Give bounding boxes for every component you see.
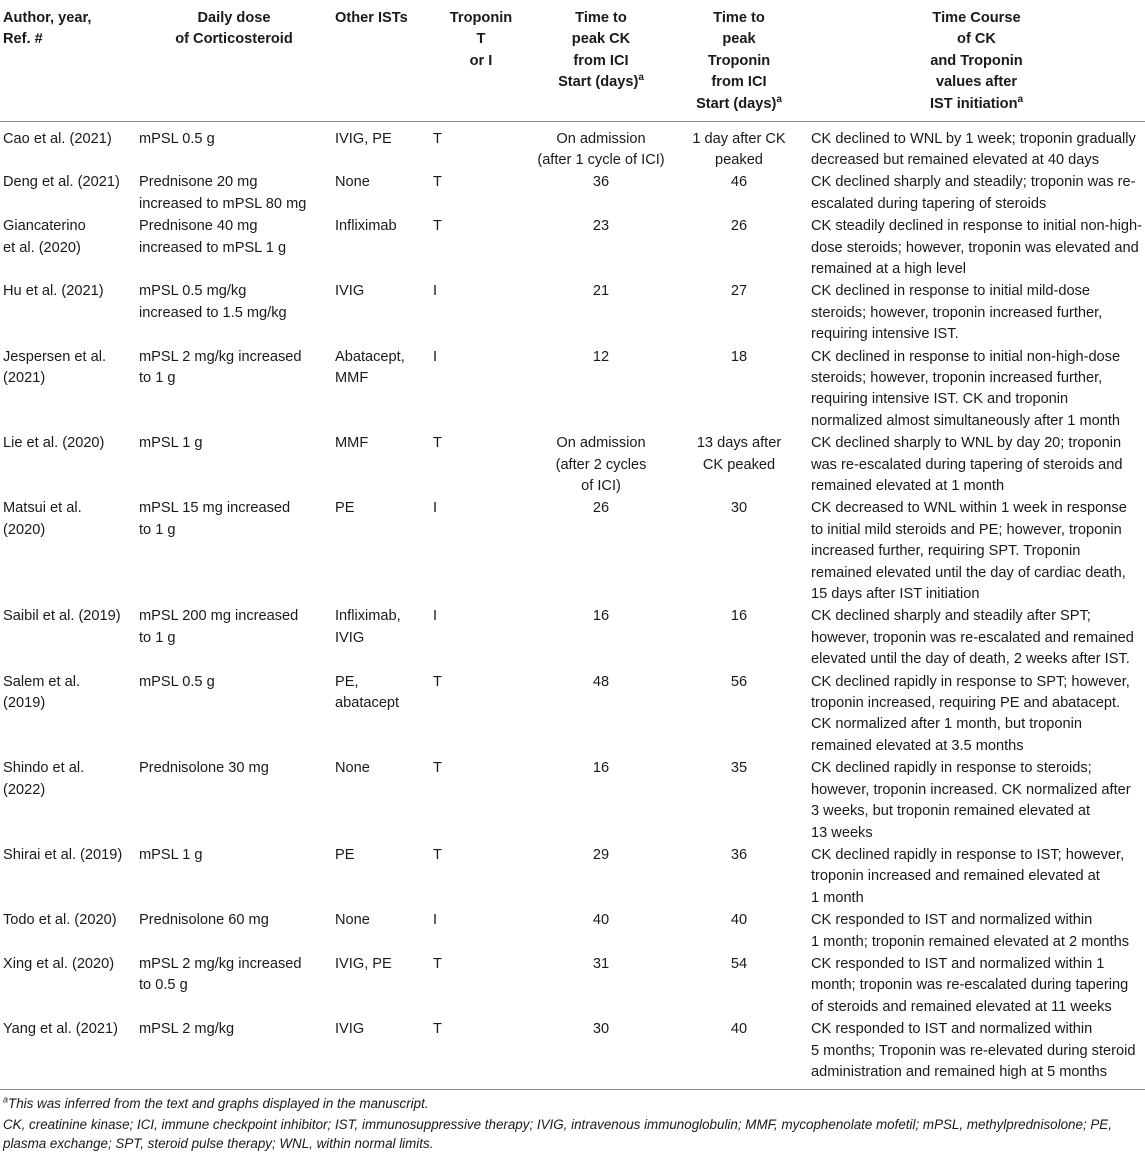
table-row bbox=[0, 121, 1145, 171]
cell-dose bbox=[136, 171, 332, 215]
table-row bbox=[0, 171, 1145, 215]
cell-text: T bbox=[433, 760, 442, 777]
cell-text: I bbox=[433, 500, 438, 517]
cell-text: Lie et al. (2020) bbox=[3, 435, 105, 452]
cell-author bbox=[0, 432, 136, 497]
cell-text: T bbox=[433, 218, 442, 235]
table-row bbox=[0, 432, 1145, 497]
cell-author bbox=[0, 346, 136, 433]
footnote-mark: a bbox=[776, 93, 782, 105]
cell-text: Deng et al. (2021) bbox=[3, 174, 120, 191]
cell-other-ists bbox=[332, 605, 430, 670]
header-dose: Daily dose of Corticosteroid bbox=[136, 0, 332, 121]
cell-peak-troponin bbox=[670, 1018, 808, 1090]
cell-text: mPSL 0.5 g bbox=[139, 130, 215, 147]
cell-text: I bbox=[433, 608, 438, 625]
cell-text: T bbox=[433, 435, 442, 452]
table-row bbox=[0, 280, 1145, 345]
cell-other-ists bbox=[332, 121, 430, 171]
cell-text: mPSL 15 mg increased to 1 g bbox=[139, 500, 291, 538]
cell-text: mPSL 0.5 mg/kg increased to 1.5 mg/kg bbox=[139, 283, 287, 321]
cell-time-course bbox=[808, 215, 1145, 280]
cell-text: CK declined rapidly in response to IST; however, troponin increased and remained elevated at 1 month bbox=[811, 846, 1125, 906]
cell-dose bbox=[136, 953, 332, 1018]
cell-text: 48 bbox=[592, 673, 610, 690]
cell-text: IVIG, PE bbox=[335, 130, 392, 147]
cell-text: 40 bbox=[592, 912, 610, 929]
cell-time-course bbox=[808, 1018, 1145, 1090]
cell-author bbox=[0, 497, 136, 605]
cell-text: None bbox=[335, 760, 370, 777]
cell-text: 21 bbox=[592, 283, 610, 300]
cell-peak-troponin bbox=[670, 215, 808, 280]
cell-time-course bbox=[808, 671, 1145, 758]
cell-time-course bbox=[808, 280, 1145, 345]
cell-text: CK steadily declined in response to initial non-high- dose steroids; however, troponin was elevated and remained at a high level bbox=[811, 218, 1142, 277]
cell-author bbox=[0, 757, 136, 844]
cell-text: mPSL 0.5 g bbox=[139, 673, 215, 690]
cell-text: Matsui et al. (2020) bbox=[3, 500, 82, 538]
cell-text: CK declined in response to initial mild-dose steroids; however, troponin increased further, requiring intensive IST. bbox=[811, 283, 1103, 343]
cell-text: I bbox=[433, 912, 438, 929]
cell-troponin bbox=[430, 671, 532, 758]
footnote-mark: a bbox=[638, 72, 644, 84]
cell-peak-ck bbox=[532, 432, 670, 497]
footnote-mark: a bbox=[1017, 93, 1024, 105]
cell-troponin bbox=[430, 171, 532, 215]
cell-peak-ck bbox=[532, 844, 670, 909]
cell-text: Abatacept, MMF bbox=[335, 348, 405, 386]
cell-text: Giancaterino et al. (2020) bbox=[3, 218, 86, 256]
cell-text: T bbox=[433, 673, 442, 690]
footnote-a bbox=[3, 1094, 1142, 1113]
cell-text: Salem et al. (2019) bbox=[3, 673, 81, 712]
cell-dose bbox=[136, 757, 332, 844]
cell-text: PE bbox=[335, 846, 355, 863]
cell-dose bbox=[136, 121, 332, 171]
cell-text: Xing et al. (2020) bbox=[3, 955, 115, 972]
cell-text: CK responded to IST and normalized within 1 month; troponin was re-escalated during tapering of steroids and remained elevated at 11 weeks bbox=[811, 955, 1129, 1015]
cell-text: T bbox=[433, 174, 442, 191]
cell-text: 35 bbox=[730, 760, 748, 777]
cell-text: 30 bbox=[592, 1021, 610, 1038]
cell-text: Prednisolone 60 mg bbox=[139, 912, 269, 929]
cell-other-ists bbox=[332, 171, 430, 215]
cell-peak-ck bbox=[532, 280, 670, 345]
cell-text: mPSL 2 mg/kg increased to 1 g bbox=[139, 348, 302, 386]
table-row bbox=[0, 605, 1145, 670]
footnote-a-text: This was inferred from the text and graphs displayed in the manuscript. bbox=[8, 1096, 429, 1112]
header-peak-ck: Time to peak CK from ICI Start (days)$^a$ bbox=[532, 0, 670, 121]
cell-peak-ck bbox=[532, 671, 670, 758]
table-row bbox=[0, 1018, 1145, 1090]
cell-text: 46 bbox=[730, 174, 748, 191]
cell-text: 30 bbox=[730, 500, 748, 517]
cell-dose bbox=[136, 909, 332, 953]
cell-other-ists bbox=[332, 844, 430, 909]
cell-text: Shirai et al. (2019) bbox=[3, 846, 123, 863]
cell-text: 26 bbox=[592, 500, 610, 517]
cell-author bbox=[0, 605, 136, 670]
cell-text: On admission (after 2 cycles of ICI) bbox=[555, 435, 647, 494]
cell-time-course bbox=[808, 909, 1145, 953]
cell-time-course bbox=[808, 757, 1145, 844]
cell-time-course bbox=[808, 432, 1145, 497]
cell-text: I bbox=[433, 348, 438, 365]
cell-text: 31 bbox=[592, 955, 610, 972]
table-body bbox=[0, 121, 1145, 1090]
header-other-ists: Other ISTs bbox=[332, 0, 430, 121]
cell-troponin bbox=[430, 121, 532, 171]
cell-author bbox=[0, 171, 136, 215]
cell-author bbox=[0, 1018, 136, 1090]
cell-text: PE bbox=[335, 500, 355, 517]
cell-peak-troponin bbox=[670, 432, 808, 497]
cell-text: 12 bbox=[592, 348, 610, 365]
cell-peak-troponin bbox=[670, 280, 808, 345]
cell-troponin bbox=[430, 346, 532, 433]
cell-text: mPSL 2 mg/kg bbox=[139, 1021, 235, 1038]
cell-other-ists bbox=[332, 757, 430, 844]
cell-text: mPSL 1 g bbox=[139, 846, 203, 863]
cell-other-ists bbox=[332, 953, 430, 1018]
cell-text: PE, abatacept bbox=[335, 673, 400, 712]
cell-text: IVIG bbox=[335, 283, 365, 300]
cell-text: I bbox=[433, 283, 438, 300]
cell-dose bbox=[136, 280, 332, 345]
cell-text: Saibil et al. (2019) bbox=[3, 608, 121, 625]
cell-troponin bbox=[430, 844, 532, 909]
header-peak-troponin: Time to peak Troponin from ICI Start (days)$^a$ bbox=[670, 0, 808, 121]
cell-peak-troponin bbox=[670, 605, 808, 670]
cell-dose bbox=[136, 671, 332, 758]
cell-peak-troponin bbox=[670, 497, 808, 605]
cell-troponin bbox=[430, 757, 532, 844]
cell-text: 13 days after CK peaked bbox=[696, 435, 782, 473]
cell-text: CK declined rapidly in response to SPT; however, troponin increased, requiring PE and abatacept. CK normalized after 1 month, but troponin remained elevated at 3.5 months bbox=[811, 673, 1130, 754]
cell-other-ists bbox=[332, 497, 430, 605]
cell-troponin bbox=[430, 497, 532, 605]
cell-troponin bbox=[430, 605, 532, 670]
footnote-mark: a bbox=[3, 1094, 9, 1105]
cell-troponin bbox=[430, 280, 532, 345]
table-row bbox=[0, 757, 1145, 844]
cell-troponin bbox=[430, 215, 532, 280]
cell-text: 36 bbox=[592, 174, 610, 191]
cell-time-course bbox=[808, 953, 1145, 1018]
cell-other-ists bbox=[332, 909, 430, 953]
table-footnotes bbox=[0, 1090, 1145, 1153]
table-row bbox=[0, 671, 1145, 758]
cell-other-ists bbox=[332, 1018, 430, 1090]
cell-troponin bbox=[430, 953, 532, 1018]
cell-text: 26 bbox=[730, 218, 748, 235]
cell-text: Prednisone 40 mg increased to mPSL 1 g bbox=[139, 218, 287, 256]
cell-text: Shindo et al. (2022) bbox=[3, 760, 85, 798]
cell-text: T bbox=[433, 955, 442, 972]
cell-text: CK responded to IST and normalized within 5 months; Troponin was re-elevated during steroid administration and remained high at 5 months bbox=[811, 1021, 1136, 1080]
cell-text: None bbox=[335, 174, 370, 191]
cell-text: None bbox=[335, 912, 370, 929]
cell-text: Prednisolone 30 mg bbox=[139, 760, 269, 777]
cell-text: Todo et al. (2020) bbox=[3, 912, 117, 929]
cell-dose bbox=[136, 497, 332, 605]
cell-peak-troponin bbox=[670, 909, 808, 953]
cell-text: Prednisone 20 mg increased to mPSL 80 mg bbox=[139, 174, 307, 212]
cell-text: 16 bbox=[730, 608, 748, 625]
cell-text: 16 bbox=[592, 608, 610, 625]
cell-peak-ck bbox=[532, 909, 670, 953]
cell-peak-troponin bbox=[670, 757, 808, 844]
cell-time-course bbox=[808, 605, 1145, 670]
cell-other-ists bbox=[332, 346, 430, 433]
cell-dose bbox=[136, 1018, 332, 1090]
cell-author bbox=[0, 953, 136, 1018]
cell-text: CK declined sharply and steadily; troponin was re- escalated during tapering of steroids bbox=[811, 174, 1136, 212]
header-time-course: Time Course of CK and Troponin values after IST initiation$^a$ bbox=[808, 0, 1145, 121]
cell-peak-ck bbox=[532, 605, 670, 670]
cell-text: CK declined sharply to WNL by day 20; troponin was re-escalated during tapering of steroids and remained elevated at 1 month bbox=[811, 435, 1123, 494]
table-row bbox=[0, 844, 1145, 909]
cell-other-ists bbox=[332, 280, 430, 345]
cell-text: CK declined to WNL by 1 week; troponin gradually decreased but remained elevated at 40 days bbox=[811, 130, 1136, 168]
cell-text: CK declined rapidly in response to steroids; however, troponin increased. CK normalized after 3 weeks, but troponin remained elevated at 13 weeks bbox=[811, 760, 1131, 841]
cell-author bbox=[0, 280, 136, 345]
cell-text: CK responded to IST and normalized within 1 month; troponin remained elevated at 2 months bbox=[811, 912, 1130, 950]
cell-text: T bbox=[433, 846, 442, 863]
cell-other-ists bbox=[332, 671, 430, 758]
cell-peak-ck bbox=[532, 346, 670, 433]
cell-text: CK declined in response to initial non-high-dose steroids; however, troponin increased further, requiring intensive IST. CK and troponin normalized almost simultaneously after 1 month bbox=[811, 348, 1121, 429]
cell-text: 23 bbox=[592, 218, 610, 235]
cell-peak-ck bbox=[532, 497, 670, 605]
cell-dose bbox=[136, 432, 332, 497]
cell-text: Jespersen et al. (2021) bbox=[3, 348, 107, 386]
cell-text: CK declined sharply and steadily after SPT; however, troponin was re-escalated and remained elevated until the day of death, 2 weeks after IST. bbox=[811, 608, 1134, 668]
cell-peak-troponin bbox=[670, 346, 808, 433]
cell-author bbox=[0, 844, 136, 909]
cell-text: On admission (after 1 cycle of ICI) bbox=[537, 130, 665, 168]
cell-author bbox=[0, 671, 136, 758]
cell-text: 1 day after CK peaked bbox=[692, 130, 786, 168]
cell-peak-ck bbox=[532, 953, 670, 1018]
cell-time-course bbox=[808, 171, 1145, 215]
cell-peak-ck bbox=[532, 1018, 670, 1090]
cell-time-course bbox=[808, 346, 1145, 433]
cell-text: T bbox=[433, 130, 442, 147]
cell-peak-troponin bbox=[670, 671, 808, 758]
header-row bbox=[0, 0, 1145, 121]
cell-text: Hu et al. (2021) bbox=[3, 283, 104, 300]
header-author: Author, year, Ref. # bbox=[0, 0, 136, 121]
cell-author bbox=[0, 909, 136, 953]
cell-peak-ck bbox=[532, 121, 670, 171]
footnote-abbreviations: CK, creatinine kinase; ICI, immune checkpoint inhibitor; IST, immunosuppressive therapy; IVIG, intravenous immunoglobulin; MMF, mycophenolate mofetil; mPSL, methylprednisolone; PE, plasma exchange; SPT, steroid pulse therapy; WNL, within normal limits. bbox=[3, 1117, 1112, 1152]
cell-text: Cao et al. (2021) bbox=[3, 130, 112, 147]
cell-peak-troponin bbox=[670, 844, 808, 909]
cell-other-ists bbox=[332, 215, 430, 280]
cell-text: Infliximab, IVIG bbox=[335, 608, 401, 646]
cell-troponin bbox=[430, 432, 532, 497]
cell-text: 40 bbox=[730, 912, 748, 929]
cell-text: CK decreased to WNL within 1 week in response to initial mild steroids and PE; however, troponin increased further, requiring SPT. Troponin remained elevated until the day of cardiac death, 15 days after IST initiation bbox=[811, 500, 1127, 603]
cell-peak-troponin bbox=[670, 121, 808, 171]
cell-text: T bbox=[433, 1021, 442, 1038]
cell-peak-ck bbox=[532, 171, 670, 215]
cell-text: MMF bbox=[335, 435, 369, 452]
cell-text: IVIG, PE bbox=[335, 955, 392, 972]
cell-text: Yang et al. (2021) bbox=[3, 1021, 118, 1038]
cell-peak-ck bbox=[532, 215, 670, 280]
cell-text: mPSL 1 g bbox=[139, 435, 203, 452]
cell-troponin bbox=[430, 1018, 532, 1090]
cell-dose bbox=[136, 605, 332, 670]
table-row bbox=[0, 497, 1145, 605]
cell-dose bbox=[136, 215, 332, 280]
cell-text: mPSL 2 mg/kg increased to 0.5 g bbox=[139, 955, 302, 994]
cell-author bbox=[0, 121, 136, 171]
cell-text: 16 bbox=[592, 760, 610, 777]
table-row bbox=[0, 215, 1145, 280]
cell-peak-troponin bbox=[670, 953, 808, 1018]
cell-text: 40 bbox=[730, 1021, 748, 1038]
cell-text: 29 bbox=[592, 846, 610, 863]
cell-dose bbox=[136, 346, 332, 433]
cell-other-ists bbox=[332, 432, 430, 497]
cell-dose bbox=[136, 844, 332, 909]
cell-author bbox=[0, 215, 136, 280]
table-row bbox=[0, 346, 1145, 433]
cell-time-course bbox=[808, 497, 1145, 605]
cell-time-course bbox=[808, 121, 1145, 171]
cell-text: 27 bbox=[730, 283, 748, 300]
cell-text: 54 bbox=[730, 955, 748, 972]
table-row bbox=[0, 909, 1145, 953]
cell-peak-troponin bbox=[670, 171, 808, 215]
cell-text: IVIG bbox=[335, 1021, 365, 1038]
cell-text: 56 bbox=[730, 673, 748, 690]
cell-text: 18 bbox=[730, 348, 748, 365]
cell-text: 36 bbox=[730, 846, 748, 863]
header-troponin: Troponin T or I bbox=[430, 0, 532, 121]
cell-time-course bbox=[808, 844, 1145, 909]
cell-troponin bbox=[430, 909, 532, 953]
cell-text: mPSL 200 mg increased to 1 g bbox=[139, 608, 299, 646]
table-row bbox=[0, 953, 1145, 1018]
cell-text: Infliximab bbox=[335, 218, 397, 235]
cell-peak-ck bbox=[532, 757, 670, 844]
